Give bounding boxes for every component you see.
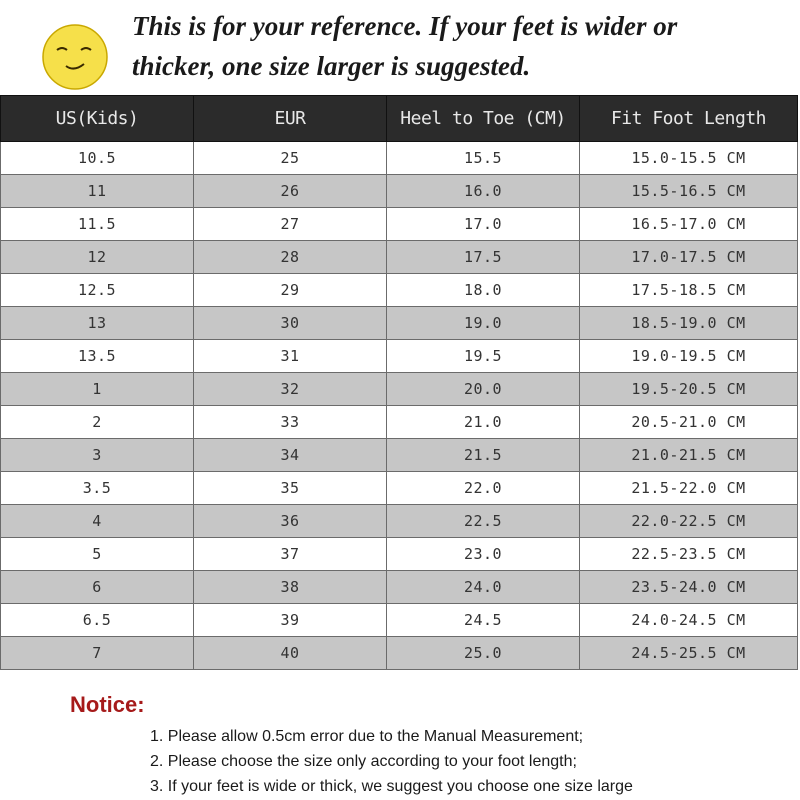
heel-to-toe-cell: 24.0 bbox=[387, 571, 580, 604]
fit-foot-length-cell: 19.0-19.5 CM bbox=[580, 340, 798, 373]
notice-list bbox=[150, 724, 790, 799]
us-kids-cell: 4 bbox=[1, 505, 194, 538]
eur-cell: 30 bbox=[194, 307, 387, 340]
table-row bbox=[1, 571, 798, 604]
notice-item: 3. If your feet is wide or thick, we suggest you choose one size large bbox=[150, 778, 633, 795]
fit-foot-length-cell: 15.5-16.5 CM bbox=[580, 175, 798, 208]
eur-cell: 29 bbox=[194, 274, 387, 307]
table-row bbox=[1, 604, 798, 637]
us-kids-cell: 1 bbox=[1, 373, 194, 406]
column-header-eur: EUR bbox=[194, 96, 387, 142]
heel-to-toe-cell: 19.5 bbox=[387, 340, 580, 373]
table-row bbox=[1, 142, 798, 175]
notice-item: 2. Please choose the size only according to your foot length; bbox=[150, 753, 577, 770]
table-row bbox=[1, 538, 798, 571]
us-kids-cell: 3 bbox=[1, 439, 194, 472]
us-kids-cell: 2 bbox=[1, 406, 194, 439]
fit-foot-length-cell: 21.5-22.0 CM bbox=[580, 472, 798, 505]
table-row bbox=[1, 307, 798, 340]
fit-foot-length-cell: 15.0-15.5 CM bbox=[580, 142, 798, 175]
heel-to-toe-cell: 15.5 bbox=[387, 142, 580, 175]
eur-cell: 35 bbox=[194, 472, 387, 505]
eur-cell: 39 bbox=[194, 604, 387, 637]
size-table bbox=[0, 95, 798, 670]
table-row bbox=[1, 175, 798, 208]
heel-to-toe-cell: 17.0 bbox=[387, 208, 580, 241]
eur-cell: 27 bbox=[194, 208, 387, 241]
us-kids-cell: 11 bbox=[1, 175, 194, 208]
us-kids-cell: 5 bbox=[1, 538, 194, 571]
column-header-heel-to-toe: Heel to Toe (CM) bbox=[387, 96, 580, 142]
table-row bbox=[1, 373, 798, 406]
table-header-row bbox=[1, 96, 798, 142]
us-kids-cell: 7 bbox=[1, 637, 194, 670]
fit-foot-length-cell: 21.0-21.5 CM bbox=[580, 439, 798, 472]
table-row bbox=[1, 637, 798, 670]
fit-foot-length-cell: 19.5-20.5 CM bbox=[580, 373, 798, 406]
eur-cell: 28 bbox=[194, 241, 387, 274]
fit-foot-length-cell: 23.5-24.0 CM bbox=[580, 571, 798, 604]
heel-to-toe-cell: 25.0 bbox=[387, 637, 580, 670]
table-row bbox=[1, 406, 798, 439]
fit-foot-length-cell: 18.5-19.0 CM bbox=[580, 307, 798, 340]
heel-to-toe-cell: 18.0 bbox=[387, 274, 580, 307]
fit-foot-length-cell: 16.5-17.0 CM bbox=[580, 208, 798, 241]
heel-to-toe-cell: 23.0 bbox=[387, 538, 580, 571]
reference-note-line-2: thicker, one size larger is suggested. bbox=[132, 51, 531, 81]
size-chart bbox=[0, 95, 800, 670]
column-header-fit-foot-length: Fit Foot Length bbox=[580, 96, 798, 142]
eur-cell: 25 bbox=[194, 142, 387, 175]
us-kids-cell: 6.5 bbox=[1, 604, 194, 637]
notice-title: Notice: bbox=[70, 692, 145, 717]
eur-cell: 37 bbox=[194, 538, 387, 571]
heel-to-toe-cell: 21.0 bbox=[387, 406, 580, 439]
eur-cell: 33 bbox=[194, 406, 387, 439]
table-row bbox=[1, 274, 798, 307]
us-kids-cell: 12.5 bbox=[1, 274, 194, 307]
heel-to-toe-cell: 20.0 bbox=[387, 373, 580, 406]
header bbox=[0, 0, 800, 92]
fit-foot-length-cell: 22.5-23.5 CM bbox=[580, 538, 798, 571]
fit-foot-length-cell: 22.0-22.5 CM bbox=[580, 505, 798, 538]
eur-cell: 32 bbox=[194, 373, 387, 406]
us-kids-cell: 3.5 bbox=[1, 472, 194, 505]
table-row bbox=[1, 340, 798, 373]
us-kids-cell: 13 bbox=[1, 307, 194, 340]
fit-foot-length-cell: 17.5-18.5 CM bbox=[580, 274, 798, 307]
heel-to-toe-cell: 17.5 bbox=[387, 241, 580, 274]
heel-to-toe-cell: 22.5 bbox=[387, 505, 580, 538]
table-row bbox=[1, 472, 798, 505]
heel-to-toe-cell: 19.0 bbox=[387, 307, 580, 340]
fit-foot-length-cell: 17.0-17.5 CM bbox=[580, 241, 798, 274]
eur-cell: 34 bbox=[194, 439, 387, 472]
column-header-us-kids: US(Kids) bbox=[1, 96, 194, 142]
heel-to-toe-cell: 16.0 bbox=[387, 175, 580, 208]
fit-foot-length-cell: 24.0-24.5 CM bbox=[580, 604, 798, 637]
us-kids-cell: 13.5 bbox=[1, 340, 194, 373]
eur-cell: 31 bbox=[194, 340, 387, 373]
heel-to-toe-cell: 21.5 bbox=[387, 439, 580, 472]
eur-cell: 26 bbox=[194, 175, 387, 208]
fit-foot-length-cell: 24.5-25.5 CM bbox=[580, 637, 798, 670]
us-kids-cell: 12 bbox=[1, 241, 194, 274]
us-kids-cell: 11.5 bbox=[1, 208, 194, 241]
reference-note bbox=[132, 6, 792, 86]
us-kids-cell: 6 bbox=[1, 571, 194, 604]
heel-to-toe-cell: 22.0 bbox=[387, 472, 580, 505]
eur-cell: 36 bbox=[194, 505, 387, 538]
table-row bbox=[1, 505, 798, 538]
table-row bbox=[1, 439, 798, 472]
fit-foot-length-cell: 20.5-21.0 CM bbox=[580, 406, 798, 439]
notice-item: 1. Please allow 0.5cm error due to the Manual Measurement; bbox=[150, 728, 584, 745]
table-row bbox=[1, 208, 798, 241]
heel-to-toe-cell: 24.5 bbox=[387, 604, 580, 637]
smiley-face-icon bbox=[40, 22, 110, 92]
reference-note-line-1: This is for your reference. If your feet is wider or bbox=[132, 11, 678, 41]
eur-cell: 40 bbox=[194, 637, 387, 670]
us-kids-cell: 10.5 bbox=[1, 142, 194, 175]
table-row bbox=[1, 241, 798, 274]
eur-cell: 38 bbox=[194, 571, 387, 604]
